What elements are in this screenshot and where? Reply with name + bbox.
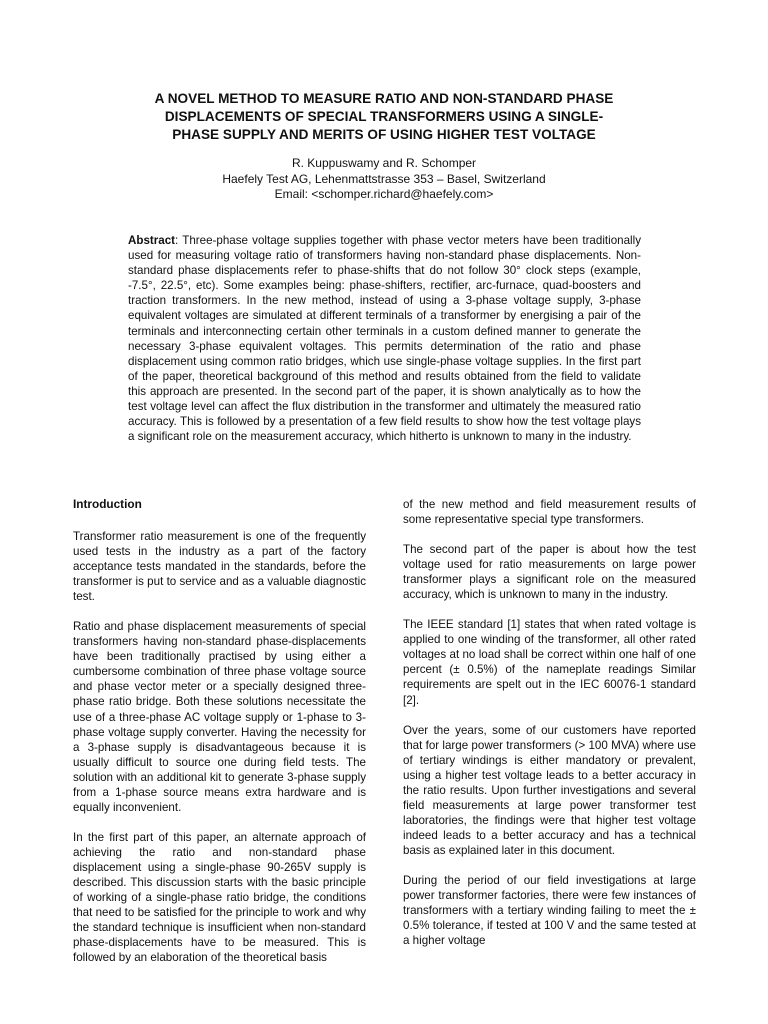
right-column bbox=[403, 497, 696, 963]
paper-title bbox=[100, 90, 668, 144]
body-paragraph: In the first part of this paper, an alternate approach of achieving the ratio and non-standard phase displacement using a single-phase 90-265V supply is described. This discussion starts with the basic principle of working of a single-phase ratio bridge, the conditions that need to be satisfied for the principle to work and why the standard technique is insufficient when non-standard phase-displacements have to be measured. This is followed by an elaboration of the theoretical basis bbox=[73, 830, 366, 965]
section-heading-introduction: Introduction bbox=[73, 497, 142, 511]
affiliation: Haefely Test AG, Lehenmattstrasse 353 – Basel, Switzerland bbox=[222, 171, 546, 186]
author-names: R. Kuppuswamy and R. Schomper bbox=[291, 156, 477, 170]
title-line: A NOVEL METHOD TO MEASURE RATIO AND NON-STANDARD PHASE bbox=[154, 91, 614, 106]
contact-email: Email: <schomper.richard@haefely.com> bbox=[274, 187, 494, 201]
body-paragraph: The second part of the paper is about how the test voltage used for ratio measurements on large power transformer plays a significant role on the measured accuracy, which is unknown to many in the industry. bbox=[403, 543, 696, 602]
body-paragraph: of the new method and field measurement results of some representative special type transformers. bbox=[403, 498, 696, 527]
body-paragraph: During the period of our field investigations at large power transformer factories, there were few instances of transformers with a tertiary winding failing to meet the ± 0.5% tolerance, if tested at 100 V and the same tested at a higher voltage bbox=[403, 873, 696, 948]
abstract-label: Abstract bbox=[128, 234, 176, 247]
body-paragraph: Over the years, some of our customers have reported that for large power transformers (> 100 MVA) where use of tertiary windings is either mandatory or prevalent, using a higher test voltage leads to a better accuracy in the ratio results. Upon further investigations and several field measurements at large power transformer test laboratories, the findings were that higher test voltage indeed leads to a better accuracy and has a technical basis as explained later in this document. bbox=[403, 723, 696, 857]
body-paragraph: The IEEE standard [1] states that when rated voltage is applied to one winding of the transformer, all other rated voltages at no load shall be correct within one half of one percent (± 0.5%) of the nameplate readings Similar requirements are spelt out in the IEC 60076-1 standard [2]. bbox=[403, 618, 696, 707]
body-paragraph: Transformer ratio measurement is one of the frequently used tests in the industry as a part of the factory acceptance tests mandated in the standards, before the transformer is put to service and as a valuable diagnostic test. bbox=[73, 530, 366, 604]
body-paragraph: Ratio and phase displacement measurements of special transformers having non-standard phase-displacements have been traditionally practised by using either a cumbersome combination of three phase voltage source and phase vector meter or a specially designed three-phase ratio bridge. Both these solutions necessitate the use of a three-phase AC voltage supply or 1-phase to 3-phase voltage supply converter. Having the necessity for a 3-phase supply is disadvantageous because it is usually difficult to source one during field tests. The solution with an additional kit to generate 3-phase supply from a 1-phase source means extra hardware and is equally inconvenient. bbox=[73, 620, 366, 814]
left-column bbox=[73, 497, 366, 980]
abstract bbox=[128, 233, 641, 444]
abstract-text: : Three-phase voltage supplies together with phase vector meters have been traditionally used for measuring voltage ratio of transformers having non-standard phase displacements. Non-standard phase displacements refer to phase-shifts that do not follow 30° clock steps (example, -7.5°, 22.5°, etc). Some examples being: phase-shifters, rectifier, arc-furnace, quad-boosters and traction transformers. In the new method, instead of using a 3-phase voltage supply, 3-phase equivalent voltages are simulated at different terminals of a transformer by energising a pair of the terminals and interconnecting certain other terminals in a custom defined manner to generate the necessary 3-phase equivalent voltages. This permits determination of the ratio and phase displacement using common ratio bridges, which use single-phase voltage supplies. In the first part of the paper, theoretical background of this method and results obtained from the field to validate this approach are presented. In the second part of the paper, it is shown analytically as to how the test voltage level can affect the flux distribution in the transformer and ultimately the measured ratio accuracy. This is followed by a presentation of a few field results to show how the test voltage plays a significant role on the measurement accuracy, which hitherto is unknown to many in the industry. bbox=[128, 234, 641, 444]
author-block bbox=[100, 156, 668, 203]
title-line: DISPLACEMENTS OF SPECIAL TRANSFORMERS USING A SINGLE- bbox=[164, 109, 604, 124]
title-line: PHASE SUPPLY AND MERITS OF USING HIGHER TEST VOLTAGE bbox=[172, 127, 596, 142]
